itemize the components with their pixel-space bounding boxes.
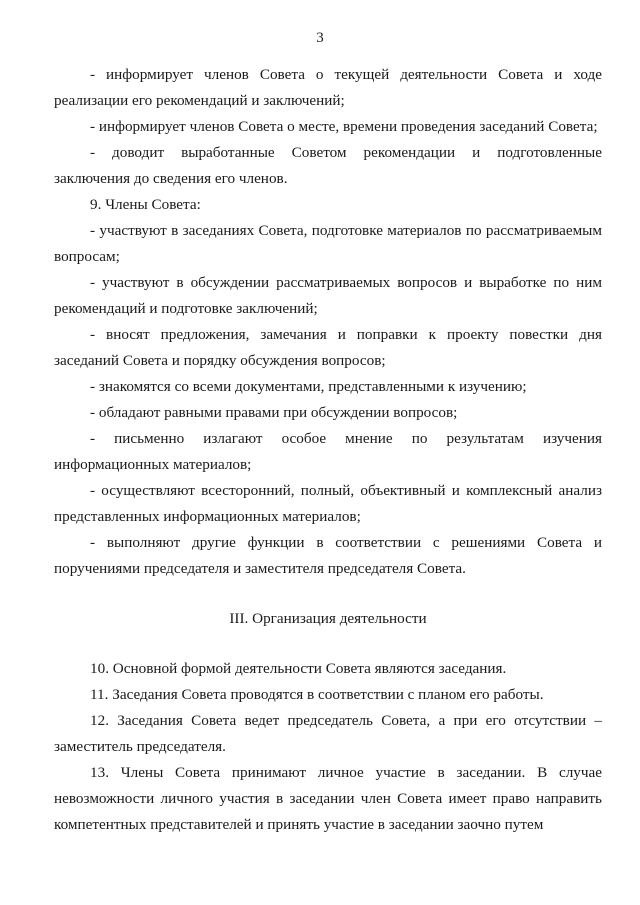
paragraph: - информирует членов Совета о текущей деятельности Совета и ходе реализации его рекомендаций и заключений; — [54, 66, 602, 109]
paragraph: - знакомятся со всеми документами, представленными к изучению; — [90, 378, 527, 395]
document-body — [54, 62, 602, 838]
paragraph: 12. Заседания Совета ведет председатель Совета, а при его отсутствии – заместитель председателя. — [54, 712, 602, 755]
paragraph: - участвуют в обсуждении рассматриваемых вопросов и выработке по ним рекомендаций и подготовке заключений; — [54, 274, 602, 317]
paragraph: - информирует членов Совета о месте, времени проведения заседаний Совета; — [90, 118, 598, 135]
paragraph: 9. Члены Совета: — [90, 196, 201, 213]
paragraph: 10. Основной формой деятельности Совета являются заседания. — [90, 660, 507, 677]
paragraph: - доводит выработанные Советом рекомендации и подготовленные заключения до сведения его членов. — [54, 144, 602, 187]
page-number: 3 — [316, 30, 324, 46]
paragraph: - обладают равными правами при обсуждении вопросов; — [90, 404, 458, 421]
paragraph: - участвуют в заседаниях Совета, подготовке материалов по рассматриваемым вопросам; — [54, 222, 602, 265]
paragraph: - вносят предложения, замечания и поправки к проекту повестки дня заседаний Совета и порядку обсуждения вопросов; — [54, 326, 602, 369]
paragraph: 13. Члены Совета принимают личное участие в заседании. В случае невозможности личного участия в заседании член Совета имеет право направить компетентных представителей и принять участие в заседании заочно путем — [54, 764, 602, 833]
paragraph: - осуществляют всесторонний, полный, объективный и комплексный анализ представленных информационных материалов; — [54, 482, 602, 525]
paragraph: - письменно излагают особое мнение по результатам изучения информационных материалов; — [54, 430, 602, 473]
paragraph: - выполняют другие функции в соответствии с решениями Совета и поручениями председателя и заместителя председателя Совета. — [54, 534, 602, 577]
paragraph: 11. Заседания Совета проводятся в соответствии с планом его работы. — [90, 686, 544, 703]
section-heading: III. Организация деятельности — [229, 610, 427, 627]
